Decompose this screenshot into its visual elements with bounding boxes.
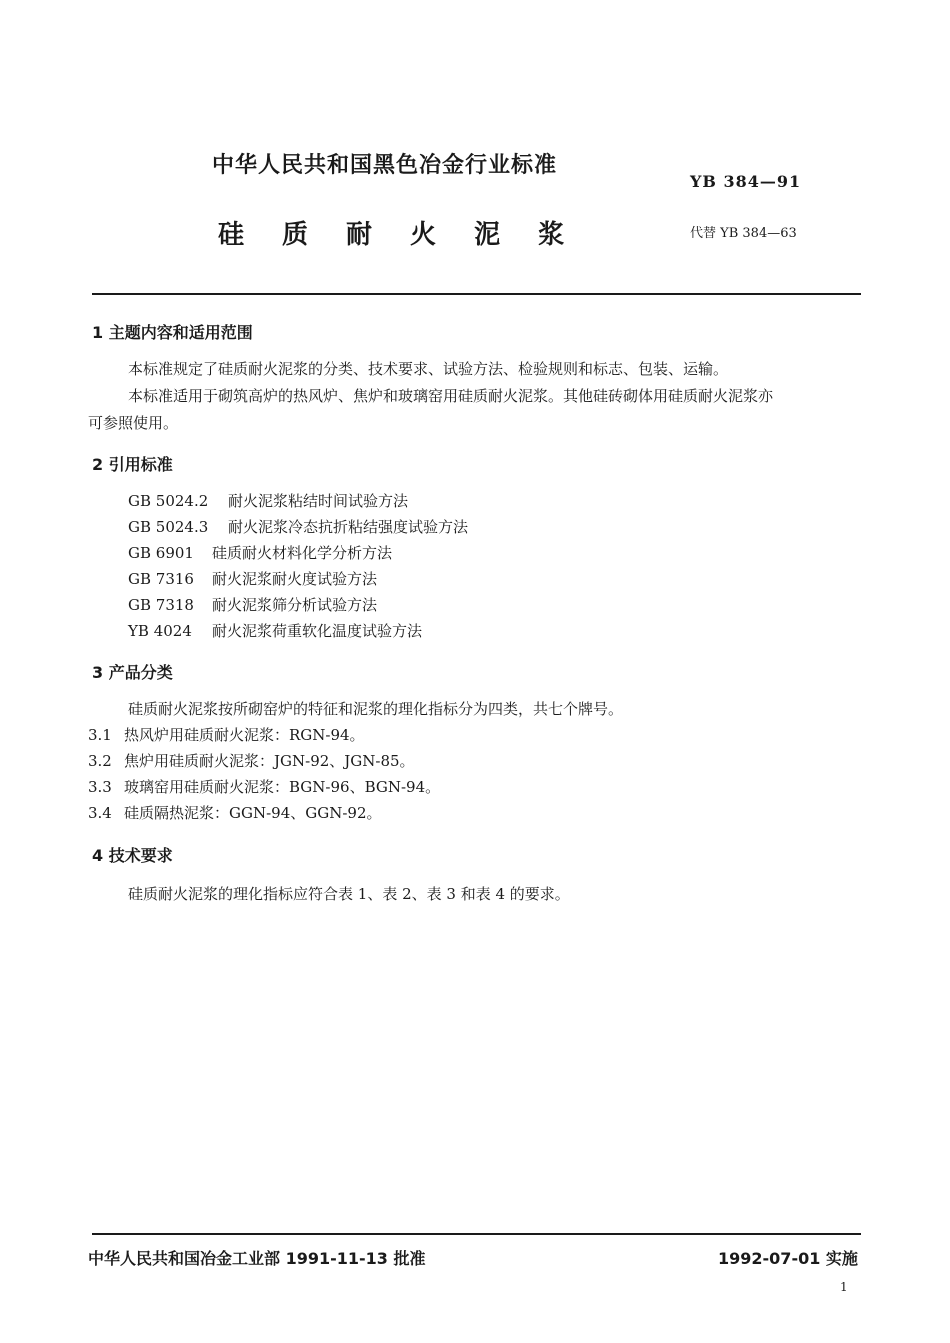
reference-title: 耐火泥浆粘结时间试验方法 — [228, 492, 409, 510]
item-text: 玻璃窑用硅质耐火泥浆：BGN-96、BGN-94。 — [124, 778, 441, 796]
item-number: 3.1 — [88, 726, 112, 744]
section-1-para-2-cont: 可参照使用。 — [88, 414, 179, 432]
header-rule — [92, 293, 861, 295]
reference-item — [128, 568, 377, 589]
reference-code: GB 6901 — [128, 544, 194, 562]
reference-title: 耐火泥浆筛分析试验方法 — [212, 596, 378, 614]
title-char: 质 — [282, 220, 309, 250]
item-text: 硅质隔热泥浆：GGN-94、GGN-92。 — [124, 804, 382, 822]
item-text: 焦炉用硅质耐火泥浆：JGN-92、JGN-85。 — [124, 752, 415, 770]
effective-date: 1992-07-01 实施 — [718, 1249, 858, 1268]
reference-code: GB 5024.3 — [128, 518, 209, 536]
section-1-para-2: 本标准适用于砌筑高炉的热风炉、焦炉和玻璃窑用硅质耐火泥浆。其他硅砖砌体用硅质耐火泥浆亦 — [128, 387, 774, 405]
reference-code: YB 4024 — [128, 622, 192, 640]
title-char: 火 — [410, 220, 437, 250]
reference-code: GB 7318 — [128, 596, 194, 614]
reference-item — [128, 490, 408, 511]
reference-code: GB 7316 — [128, 570, 194, 588]
standard-code: YB 384—91 — [690, 172, 802, 191]
document-title — [218, 214, 602, 251]
title-char: 耐 — [346, 220, 373, 250]
footer-rule — [92, 1233, 861, 1235]
reference-code: GB 5024.2 — [128, 492, 209, 510]
classification-item — [88, 802, 382, 823]
classification-item — [88, 750, 415, 771]
reference-item — [128, 542, 392, 563]
section-2-heading: 2 引用标准 — [92, 455, 173, 474]
classification-item — [88, 776, 440, 797]
reference-item — [128, 516, 468, 537]
reference-title: 硅质耐火材料化学分析方法 — [212, 544, 393, 562]
replaces-note: 代替 YB 384—63 — [690, 226, 797, 241]
item-number: 3.3 — [88, 778, 112, 796]
item-text: 热风炉用硅质耐火泥浆：RGN-94。 — [124, 726, 365, 744]
title-char: 浆 — [538, 220, 565, 250]
reference-title: 耐火泥浆荷重软化温度试验方法 — [212, 622, 423, 640]
approval-line: 中华人民共和国冶金工业部 1991-11-13 批准 — [88, 1249, 426, 1268]
item-number: 3.4 — [88, 804, 112, 822]
reference-item — [128, 620, 422, 641]
org-title: 中华人民共和国黑色冶金行业标准 — [212, 152, 558, 178]
section-1-heading: 1 主题内容和适用范围 — [92, 323, 253, 342]
title-char: 硅 — [218, 220, 245, 250]
section-1-para-1: 本标准规定了硅质耐火泥浆的分类、技术要求、试验方法、检验规则和标志、包装、运输。 — [128, 360, 729, 378]
page-number: 1 — [840, 1280, 848, 1294]
reference-title: 耐火泥浆耐火度试验方法 — [212, 570, 378, 588]
classification-item — [88, 724, 365, 745]
section-3-heading: 3 产品分类 — [92, 663, 173, 682]
section-3-intro: 硅质耐火泥浆按所砌窑炉的特征和泥浆的理化指标分为四类，共七个牌号。 — [128, 700, 624, 718]
reference-title: 耐火泥浆冷态抗折粘结强度试验方法 — [228, 518, 469, 536]
section-4-heading: 4 技术要求 — [92, 846, 173, 865]
item-number: 3.2 — [88, 752, 112, 770]
reference-item — [128, 594, 377, 615]
title-char: 泥 — [474, 220, 501, 250]
section-4-para: 硅质耐火泥浆的理化指标应符合表 1、表 2、表 3 和表 4 的要求。 — [128, 885, 570, 903]
